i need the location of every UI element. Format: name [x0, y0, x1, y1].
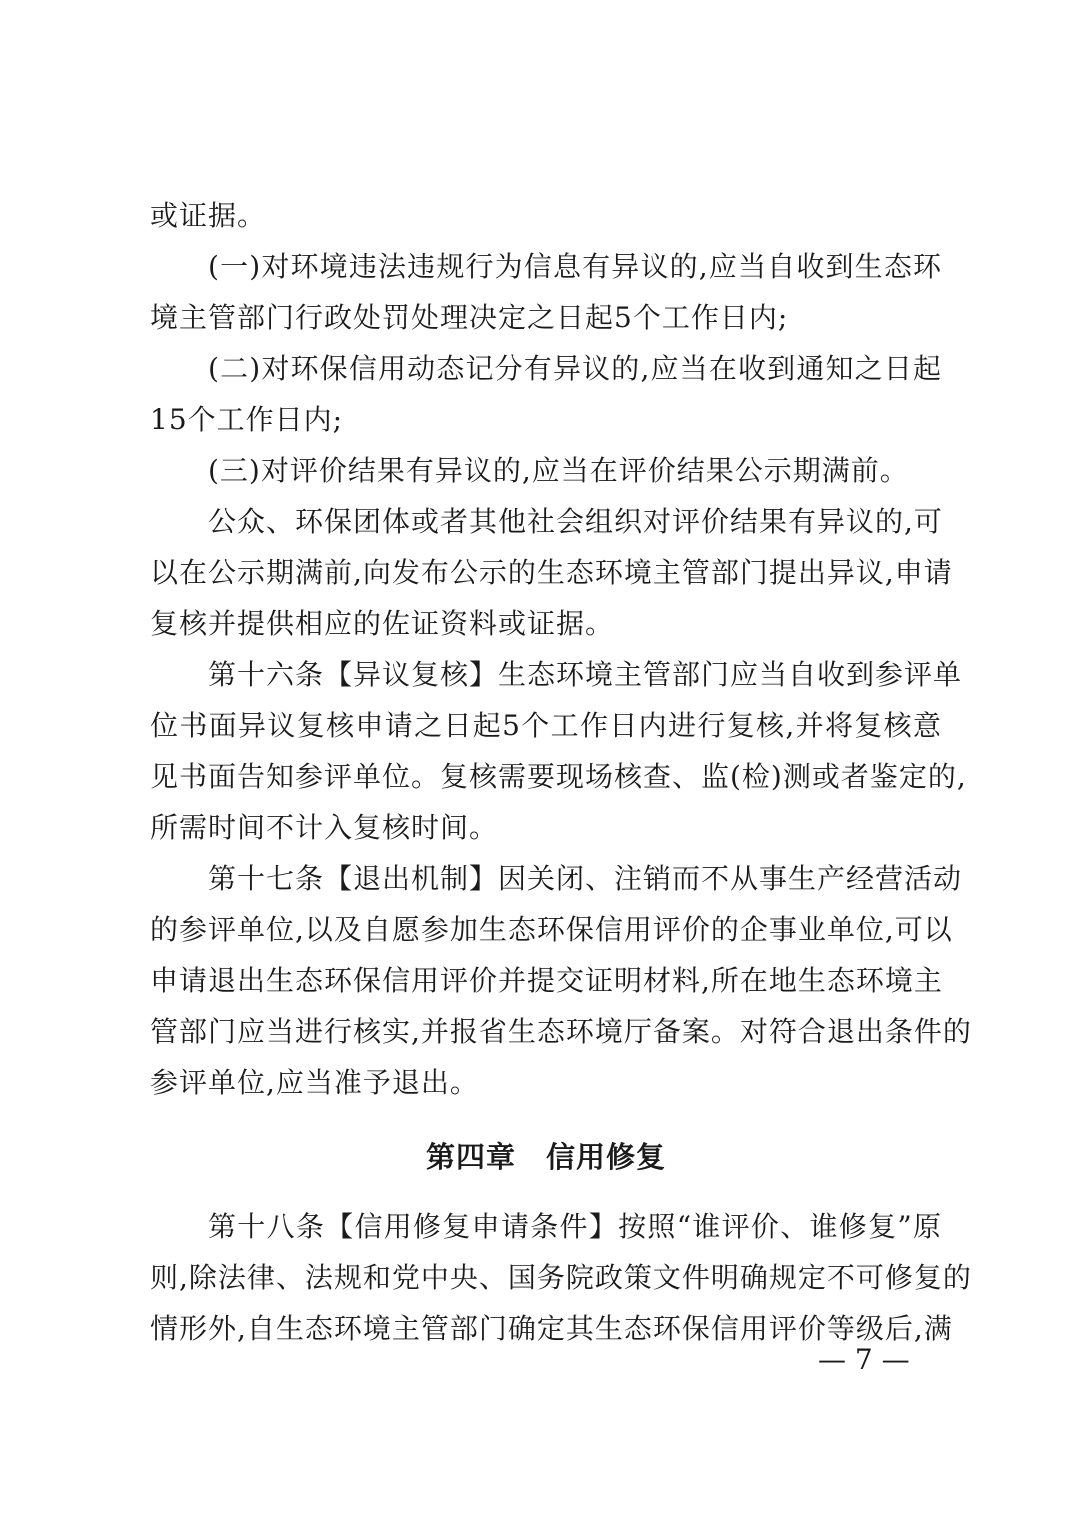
text-line: (二)对环保信用动态记分有异议的,应当在收到通知之日起	[208, 352, 942, 385]
text-line: 复核并提供相应的佐证资料或证据。	[150, 607, 615, 640]
text-line: 管部门应当进行核实,并报省生态环境厅备案。对符合退出条件的	[150, 1015, 972, 1048]
text-line: 参评单位,应当准予退出。	[150, 1066, 479, 1099]
text-line: (三)对评价结果有异议的,应当在评价结果公示期满前。	[208, 454, 909, 487]
chapter-heading: 第四章 信用修复	[425, 1140, 666, 1174]
text-line: 位书面异议复核申请之日起5个工作日内进行复核,并将复核意	[150, 709, 942, 742]
text-line: 15个工作日内;	[150, 403, 344, 436]
text-line: 申请退出生态环保信用评价并提交证明材料,所在地生态环境主	[150, 964, 943, 997]
text-line: (一)对环境违法违规行为信息有异议的,应当自收到生态环	[208, 250, 942, 283]
text-line: 境主管部门行政处罚处理决定之日起5个工作日内;	[150, 301, 789, 334]
text-line: 公众、环保团体或者其他社会组织对评价结果有异议的,可	[208, 505, 943, 538]
document-body	[150, 190, 972, 1354]
text-line: 或证据。	[150, 199, 267, 232]
text-line: 所需时间不计入复核时间。	[150, 811, 499, 844]
text-line: 第十八条【信用修复申请条件】按照“谁评价、谁修复”原	[208, 1210, 942, 1243]
text-line: 见书面告知参评单位。复核需要现场核查、监(检)测或者鉴定的,	[150, 760, 967, 793]
text-line: 的参评单位,以及自愿参加生态环保信用评价的企事业单位,可以	[150, 913, 953, 946]
text-line: 第十六条【异议复核】生态环境主管部门应当自收到参评单	[208, 658, 963, 691]
page-number: — 7 —	[818, 1343, 910, 1376]
text-line: 情形外,自生态环境主管部门确定其生态环保信用评价等级后,满	[150, 1312, 953, 1345]
text-line: 则,除法律、法规和党中央、国务院政策文件明确规定不可修复的	[150, 1261, 972, 1294]
text-line: 以在公示期满前,向发布公示的生态环境主管部门提出异议,申请	[150, 556, 953, 589]
text-line: 第十七条【退出机制】因关闭、注销而不从事生产经营活动	[208, 862, 963, 895]
